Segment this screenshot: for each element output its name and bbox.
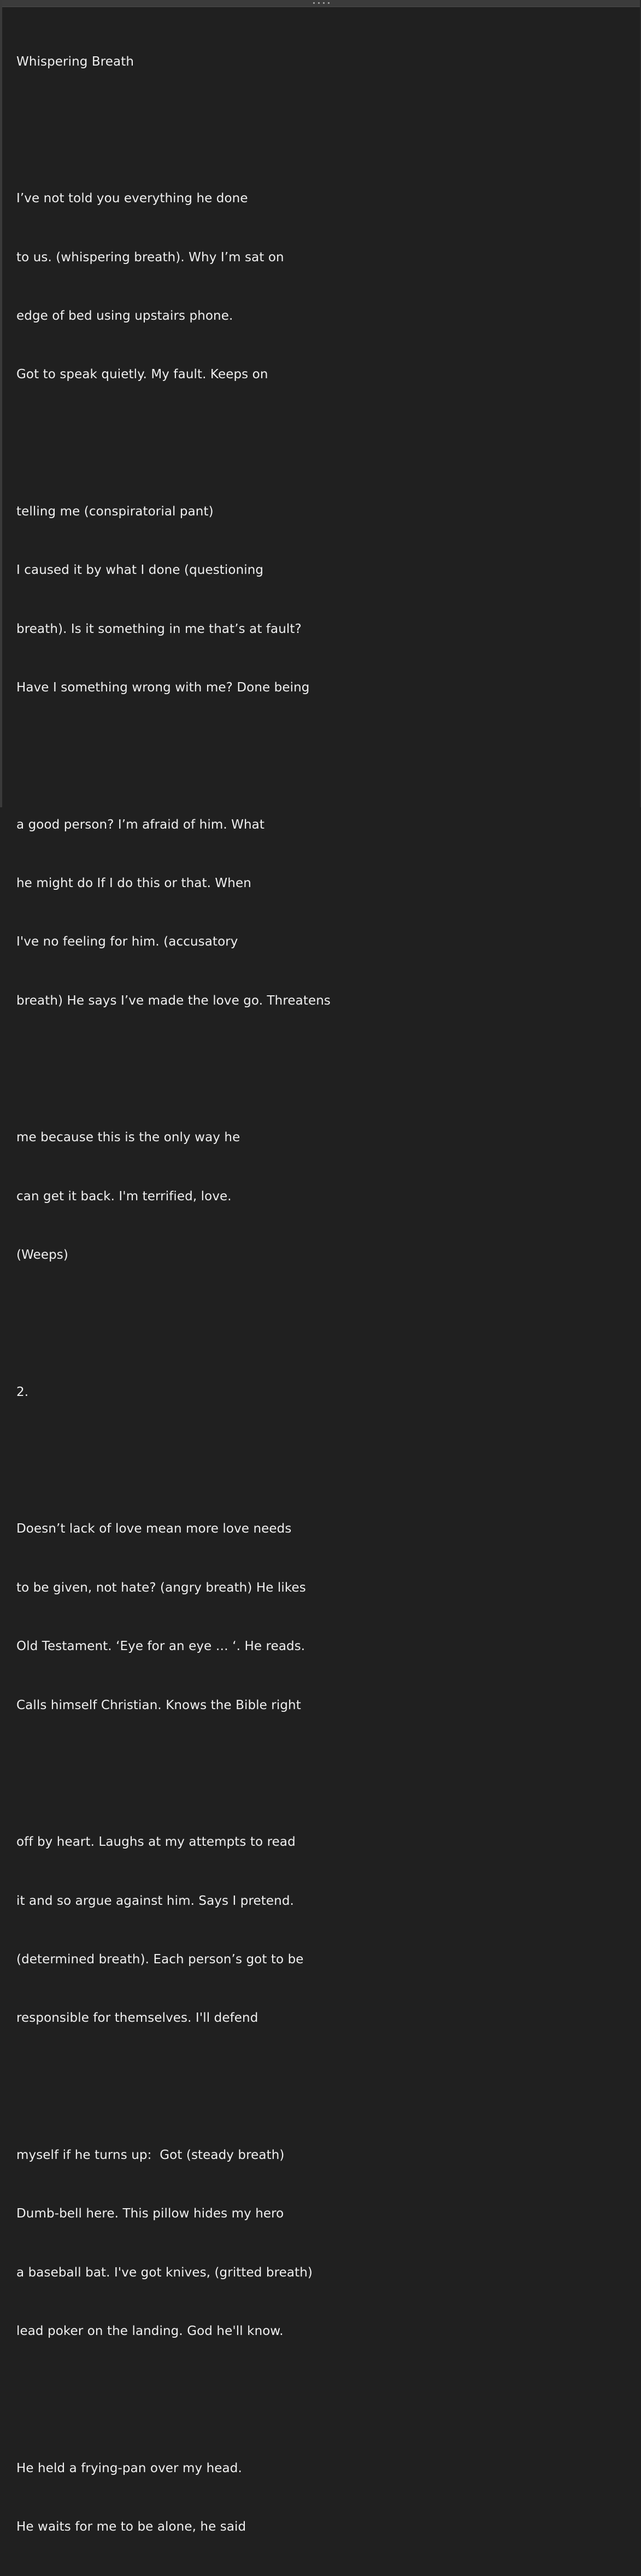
poem-line: I caused it by what I done (questioning — [16, 563, 264, 578]
poem-line: (Weeps) — [16, 1248, 68, 1263]
poem-line: off by heart. Laughs at my attempts to read — [16, 1835, 296, 1850]
poem-line: breath) He says I’ve made the love go. Threatens — [16, 993, 331, 1008]
blank-line — [16, 737, 629, 756]
poem-line: Doesn’t lack of love mean more love needs — [16, 1522, 292, 1536]
poem-line: He held a frying-pan over my head. — [16, 2461, 242, 2475]
poem-line: I’ve not told you everything he done — [16, 191, 248, 206]
poem-line: I've no feeling for him. (accusatory — [16, 935, 238, 949]
blank-line — [16, 424, 629, 444]
poem-line: he might do If I do this or that. When — [16, 876, 251, 891]
blank-line — [16, 1441, 629, 1461]
poem-line: responsible for themselves. I'll defend — [16, 2011, 258, 2026]
poem-line: myself if he turns up: Got (steady breath) — [16, 2147, 285, 2162]
poem-line: to us. (whispering breath). Why I’m sat on — [16, 250, 284, 265]
poem-line: Got to speak quietly. My fault. Keeps on — [16, 367, 268, 382]
poem-line: me because this is the only way he — [16, 1130, 240, 1145]
poem-line: can get it back. I'm terrified, love. — [16, 1189, 232, 1204]
poem-line: a baseball bat. I've got knives, (gritted breath) — [16, 2265, 313, 2280]
poem-line: Have I something wrong with me? Done being — [16, 680, 310, 695]
poem-line: Dumb-bell here. This pillow hides my hero — [16, 2207, 284, 2221]
blank-line — [16, 1755, 629, 1774]
poem-line: edge of bed using upstairs phone. — [16, 308, 233, 323]
poem-title: Whispering Breath — [16, 54, 134, 69]
poem-line: He waits for me to be alone, he said — [16, 2520, 246, 2534]
poem-line: Old Testament. ‘Eye for an eye … ‘. He reads. — [16, 1639, 305, 1654]
poem-line: lead poker on the landing. God he'll know. — [16, 2324, 284, 2339]
blank-line — [16, 1050, 629, 1070]
poem-line: Calls himself Christian. Knows the Bible right — [16, 1698, 301, 1712]
poem-line: it and so argue against him. Says I pretend. — [16, 1893, 294, 1908]
blank-line — [16, 1305, 629, 1324]
poem-line: a good person? I’m afraid of him. What — [16, 817, 264, 832]
poem-line: to be given, not hate? (angry breath) He likes — [16, 1580, 306, 1595]
resize-grip-icon[interactable] — [313, 1, 330, 4]
poem-line: (determined breath). Each person’s got to be — [16, 1952, 304, 1967]
document-body[interactable] — [16, 13, 629, 2576]
blank-line — [16, 2068, 629, 2087]
blank-line — [16, 111, 629, 131]
poem-line: breath). Is it something in me that’s at fault? — [16, 621, 302, 636]
window-top-bar[interactable] — [2, 0, 640, 7]
poem-line: telling me (conspiratorial pant) — [16, 504, 214, 519]
section-number: 2. — [16, 1384, 29, 1399]
blank-line — [16, 2380, 629, 2400]
